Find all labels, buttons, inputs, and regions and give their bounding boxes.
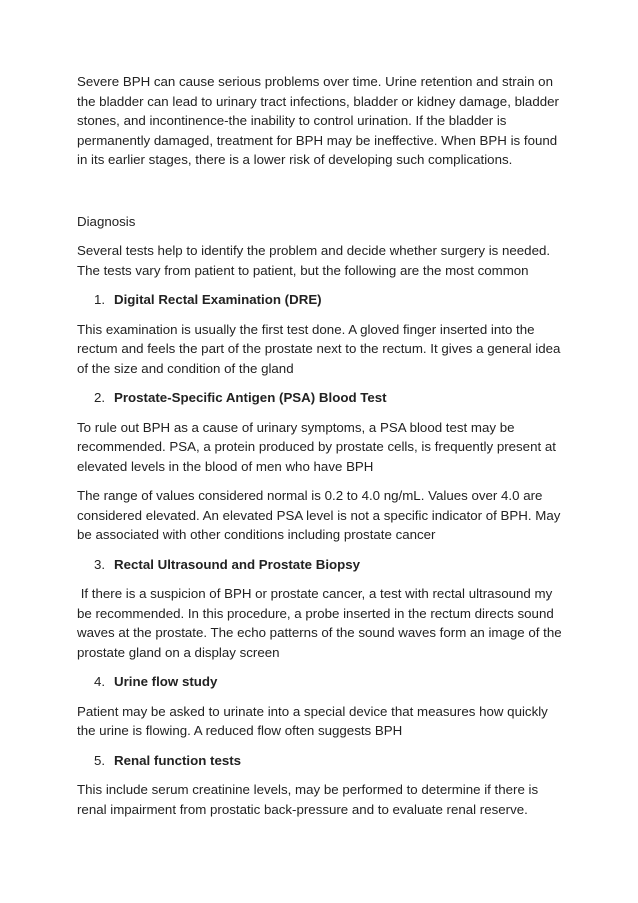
diagnosis-overview-paragraph: Several tests help to identify the problem and decide whether surgery is needed. The tests vary from patient to patient, but the following are the most common	[77, 243, 551, 278]
list-number: 5.	[94, 752, 106, 768]
list-number: 1.	[94, 292, 106, 307]
test-description: To rule out BPH as a cause of urinary symptoms, a PSA blood test may be recommended. PSA, a protein produced by prostate cells, is frequently present at elevated levels in the blood of men who have BPH	[77, 419, 556, 474]
list-title: Prostate-Specific Antigen (PSA) Blood Test	[114, 390, 387, 405]
test-description: This include serum creatinine levels, may be performed to determine if there is renal impairment from prostatic back-pressure and to evaluate renal reserve.	[77, 782, 539, 817]
test-item-psa	[77, 388, 567, 545]
list-item-heading	[77, 290, 567, 310]
list-title: Urine flow study	[114, 674, 218, 689]
test-item-urine-flow	[77, 672, 567, 741]
document-page	[77, 72, 567, 829]
list-title: Digital Rectal Examination (DRE)	[114, 292, 322, 307]
list-title: Rectal Ultrasound and Prostate Biopsy	[114, 556, 361, 572]
test-description: If there is a suspicion of BPH or prostate cancer, a test with rectal ultrasound my be recommended. In this procedure, a probe inserted in the rectum directs sound waves at the prostate. The echo patterns of the sound waves form an image of the prostate gland on a display screen	[77, 586, 566, 660]
list-number: 3.	[94, 556, 106, 572]
list-number: 2.	[94, 390, 106, 405]
list-item-heading	[77, 555, 567, 575]
test-description: This examination is usually the first test done. A gloved finger inserted into the rectum and feels the part of the prostate next to the rectum. It gives a general idea of the size and condition of the gland	[77, 321, 561, 376]
list-title: Renal function tests	[114, 752, 242, 768]
test-list	[77, 290, 567, 819]
list-item-heading	[77, 672, 567, 692]
test-description: Patient may be asked to urinate into a special device that measures how quickly the urine is flowing. A reduced flow often suggests BPH	[77, 703, 548, 738]
intro-paragraph: Severe BPH can cause serious problems over time. Urine retention and strain on the bladder can lead to urinary tract infections, bladder or kidney damage, bladder stones, and incontinence-the inability to control urination. If the bladder is permanently damaged, treatment for BPH may be ineffective. When BPH is found in its earlier stages, there is a lower risk of developing such complications.	[77, 74, 559, 167]
test-item-dre	[77, 290, 567, 378]
test-item-ultrasound	[77, 555, 567, 663]
list-number: 4.	[94, 674, 106, 689]
list-item-heading	[77, 751, 567, 771]
list-item-heading	[77, 388, 567, 408]
test-description: The range of values considered normal is 0.2 to 4.0 ng/mL. Values over 4.0 are considered elevated. An elevated PSA level is not a specific indicator of BPH. May be associated with other conditions including prostate cancer	[77, 488, 561, 542]
test-item-renal	[77, 751, 567, 820]
section-heading-diagnosis: Diagnosis	[77, 213, 136, 229]
